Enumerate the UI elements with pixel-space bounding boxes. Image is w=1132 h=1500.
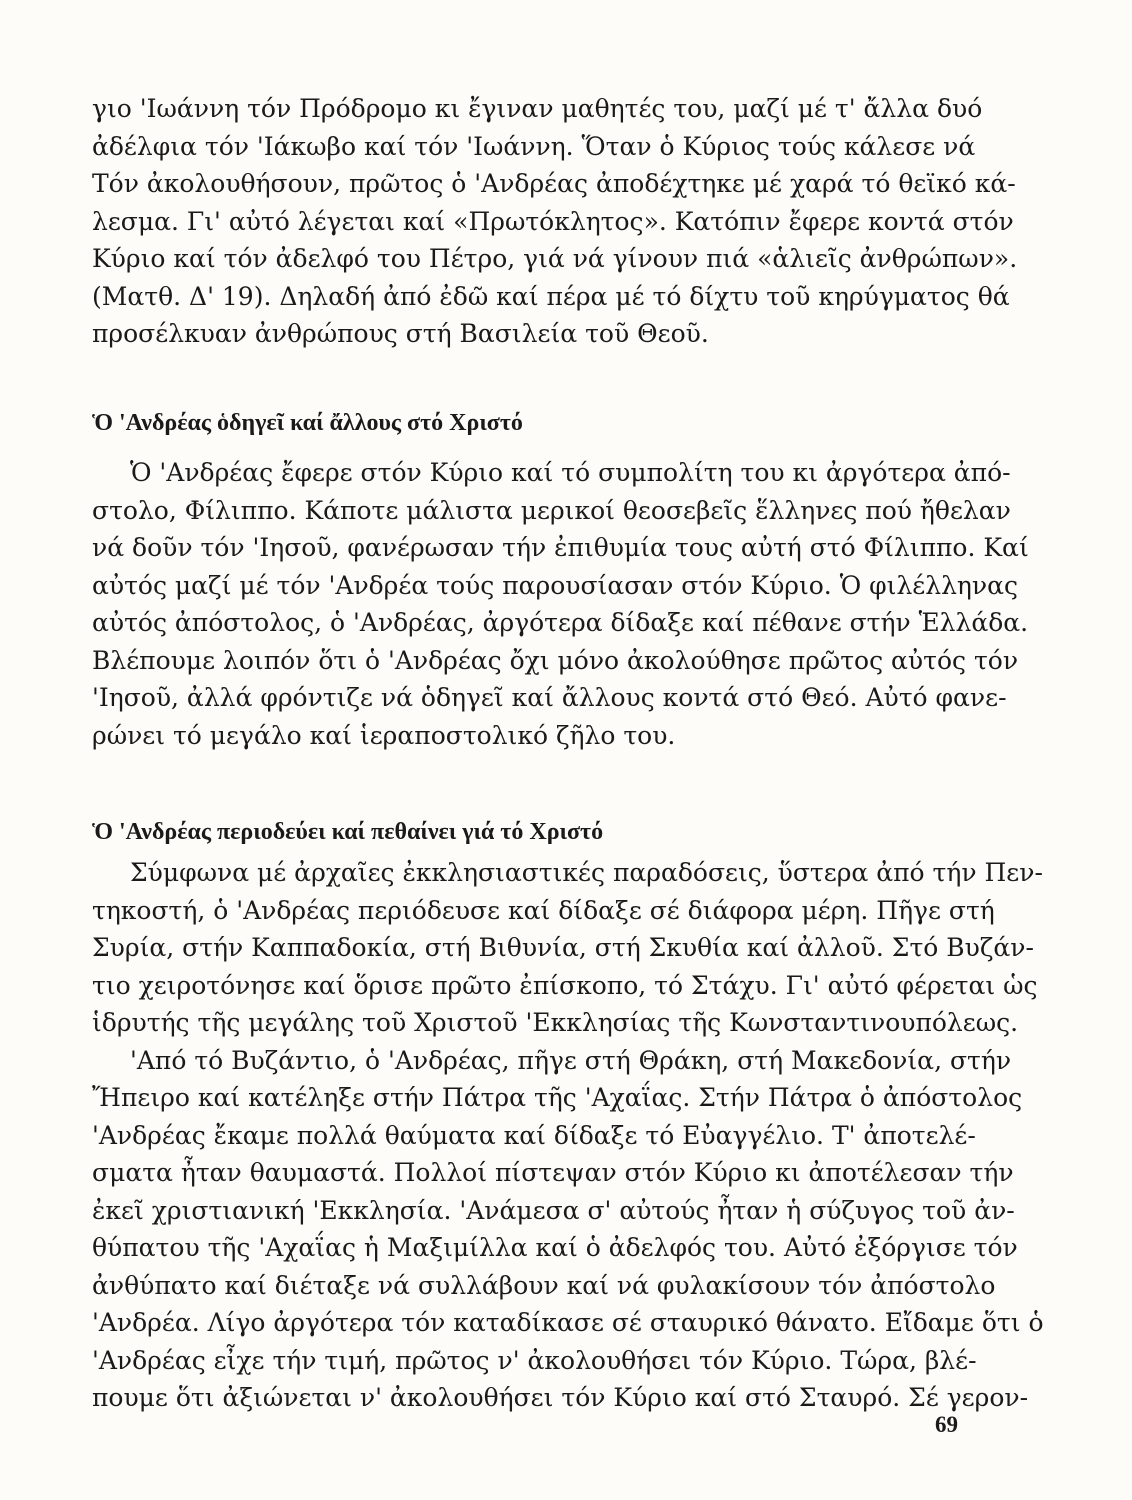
text-line: πουμε ὅτι ἀξιώνεται ν' ἀκολουθήσει τόν Κύριο καί στό Σταυρό. Σέ γερον- [92, 1383, 1029, 1412]
paragraph-3 [92, 854, 1044, 1417]
text-line: αὐτός ἀπόστολος, ὁ 'Ανδρέας, ἀργότερα δίδαξε καί πέθανε στήν Ἑλλάδα. [92, 608, 1029, 637]
text-line: ρώνει τό μεγάλο καί ἱεραποστολικό ζῆλο του. [92, 720, 676, 750]
text-line: τιο χειροτόνησε καί ὅρισε πρῶτο ἐπίσκοπο, τό Στάχυ. Γι' αὐτό φέρεται ὡς [92, 970, 1038, 1000]
text-line: ἀνθύπατο καί διέταξε νά συλλάβουν καί νά φυλακίσουν τόν ἀπόστολο [92, 1270, 996, 1300]
text-line: 'Ανδρέας εἶχε τήν τιμή, πρῶτος ν' ἀκολουθήσει τόν Κύριο. Τώρα, βλέ- [92, 1345, 977, 1375]
text-line: τηκοστή, ὁ 'Ανδρέας περιόδευσε καί δίδαξε σέ διάφορα μέρη. Πῆγε στή [92, 895, 995, 925]
paragraph-1 [92, 90, 1018, 353]
text-line: Κύριο καί τόν ἀδελφό του Πέτρο, γιά νά γίνουν πιά «ἁλιεῖς ἀνθρώπων». [92, 244, 1018, 273]
text-line: προσέλκυαν ἀνθρώπους στή Βασιλεία τοῦ Θεοῦ. [92, 319, 709, 348]
section-heading-1: Ὁ 'Ανδρέας ὁδηγεῖ καί ἄλλους στό Χριστό [92, 410, 523, 436]
text-line: λεσμα. Γι' αὐτό λέγεται καί «Πρωτόκλητος». Κατόπιν ἔφερε κοντά στόν [92, 206, 1014, 236]
text-line: σματα ἦταν θαυμαστά. Πολλοί πίστεψαν στόν Κύριο κι ἀποτέλεσαν τήν [92, 1158, 1014, 1187]
text-line: νά δοῦν τόν 'Ιησοῦ, φανέρωσαν τήν ἐπιθυμία τους αὐτή στό Φίλιππο. Καί [92, 533, 1029, 562]
text-line: θύπατου τῆς 'Αχαΐας ἡ Μαξιμίλλα καί ὁ ἀδελφός του. Αὐτό ἐξόργισε τόν [92, 1233, 1018, 1262]
page-number: 69 [935, 1412, 958, 1437]
text-line: (Ματθ. Δ' 19). Δηλαδή ἀπό ἐδῶ καί πέρα μέ τό δίχτυ τοῦ κηρύγματος θά [92, 281, 1010, 311]
text-line: ἐκεῖ χριστιανική 'Εκκλησία. 'Ανάμεσα σ' αὐτούς ἦταν ἡ σύζυγος τοῦ ἀν- [92, 1195, 1015, 1225]
text-line: 'Ανδρέα. Λίγο ἀργότερα τόν καταδίκασε σέ σταυρικό θάνατο. Εἴδαμε ὅτι ὁ [92, 1308, 1044, 1337]
text-line: 'Από τό Βυζάντιο, ὁ 'Ανδρέας, πῆγε στή Θράκη, στή Μακεδονία, στήν [130, 1045, 1012, 1075]
text-line: Ἤπειρο καί κατέληξε στήν Πάτρα τῆς 'Αχαΐας. Στήν Πάτρα ὁ ἀπόστολος [92, 1083, 1023, 1112]
text-line: αὐτός μαζί μέ τόν 'Ανδρέα τούς παρουσίασαν στόν Κύριο. Ὁ φιλέλληνας [92, 570, 1018, 600]
text-line: Τόν ἀκολουθήσουν, πρῶτος ὁ 'Ανδρέας ἀποδέχτηκε μέ χαρά τό θεϊκό κά- [92, 169, 1016, 198]
text-line: στολο, Φίλιππο. Κάποτε μάλιστα μερικοί θεοσεβεῖς ἕλληνες πού ἤθελαν [92, 495, 1011, 525]
text-line: ἱδρυτής τῆς μεγάλης τοῦ Χριστοῦ 'Εκκλησίας τῆς Κωνσταντινουπόλεως. [92, 1008, 1019, 1037]
section-heading-2: Ὁ 'Ανδρέας περιοδεύει καί πεθαίνει γιά τό Χριστό [92, 819, 604, 845]
text-line: Συρία, στήν Καππαδοκία, στή Βιθυνία, στή Σκυθία καί ἀλλοῦ. Στό Βυζάν- [92, 933, 1034, 962]
text-line: γιο 'Ιωάννη τόν Πρόδρομο κι ἔγιναν μαθητές του, μαζί μέ τ' ἄλλα δυό [92, 94, 983, 123]
text-line: Σύμφωνα μέ ἀρχαῖες ἐκκλησιαστικές παραδόσεις, ὕστερα ἀπό τήν Πεν- [130, 858, 1043, 887]
text-line: 'Ιησοῦ, ἀλλά φρόντιζε νά ὁδηγεῖ καί ἄλλους κοντά στό Θεό. Αὐτό φανε- [92, 683, 1007, 712]
text-line: Ὁ 'Ανδρέας ἔφερε στόν Κύριο καί τό συμπολίτη του κι ἀργότερα ἀπό- [130, 458, 1011, 487]
text-line: Βλέπουμε λοιπόν ὅτι ὁ 'Ανδρέας ὄχι μόνο ἀκολούθησε πρῶτος αὐτός τόν [92, 645, 1019, 675]
paragraph-2 [92, 454, 1029, 754]
text-line: 'Ανδρέας ἔκαμε πολλά θαύματα καί δίδαξε τό Εὐαγγέλιο. Τ' ἀποτελέ- [92, 1120, 976, 1150]
text-line: ἀδέλφια τόν 'Ιάκωβο καί τόν 'Ιωάννη. Ὅταν ὁ Κύριος τούς κάλεσε νά [92, 131, 976, 161]
